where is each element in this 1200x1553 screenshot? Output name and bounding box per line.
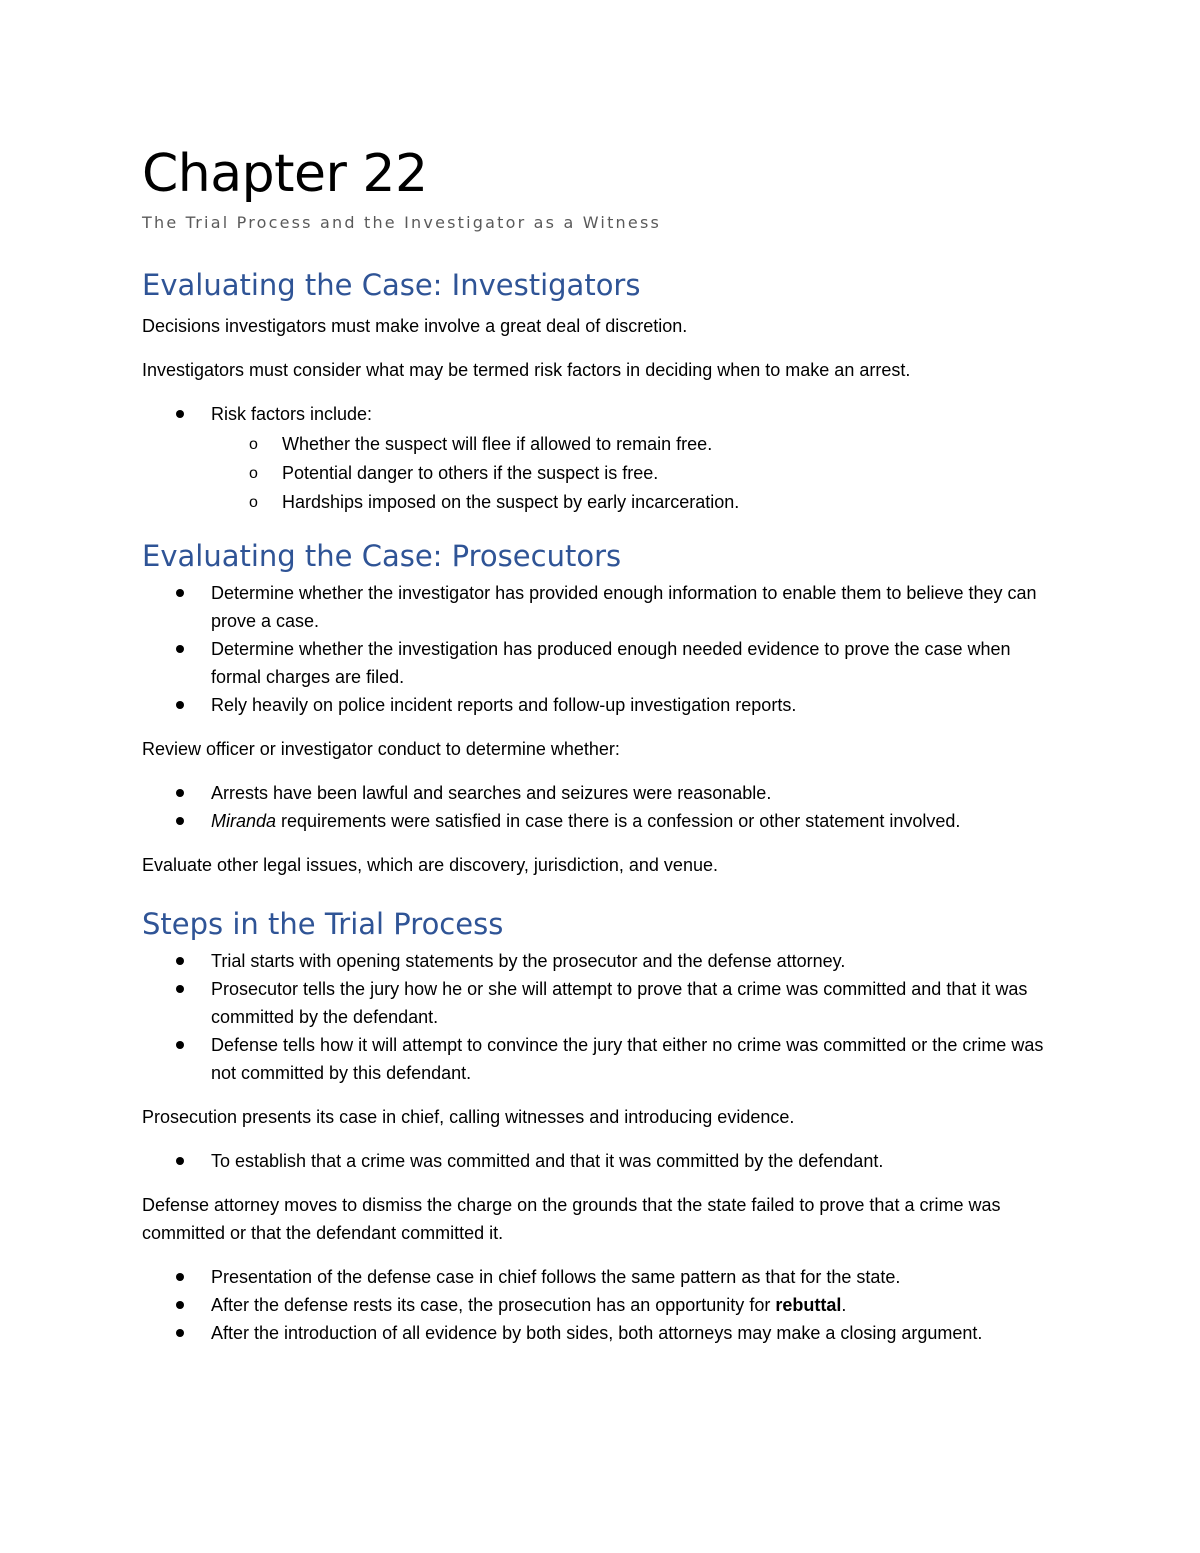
bullet-list [142,579,1057,719]
list-item-text: . [841,1295,847,1315]
paragraph: Investigators must consider what may be termed risk factors in deciding when to make an arrest. [142,360,911,380]
list-item: Prosecutor tells the jury how he or she will attempt to prove that a crime was committed and that it was committed by the defendant. [142,975,1057,1031]
document-title: Chapter 22 [142,144,428,204]
section-heading-trial-process: Steps in the Trial Process [142,907,504,941]
bullet-list [142,947,1057,1087]
list-item: Presentation of the defense case in chief follows the same pattern as that for the state. [142,1263,1057,1291]
sub-list-item: o Hardships imposed on the suspect by early incarceration. [142,488,1057,517]
section-heading-investigators: Evaluating the Case: Investigators [142,268,641,302]
list-item: Determine whether the investigation has produced enough needed evidence to prove the case when formal charges are filed. [142,635,1057,691]
list-item: Trial starts with opening statements by the prosecutor and the defense attorney. [142,947,1057,975]
sub-list [211,430,1057,517]
italic-term: Miranda [211,811,277,831]
list-item [142,1291,1057,1319]
paragraph: Prosecution presents its case in chief, calling witnesses and introducing evidence. [142,1107,795,1127]
bullet-list [142,1263,1057,1347]
list-item-text: Risk factors include: [211,404,373,424]
list-item: To establish that a crime was committed and that it was committed by the defendant. [142,1147,1057,1175]
list-item: Rely heavily on police incident reports and follow-up investigation reports. [142,691,1057,719]
list-item: Determine whether the investigator has provided enough information to enable them to believe they can prove a case. [142,579,1057,635]
document-page [142,138,1057,1347]
bullet-list [142,400,1057,517]
list-item-text: After the defense rests its case, the prosecution has an opportunity for [211,1295,776,1315]
paragraph: Review officer or investigator conduct to determine whether: [142,739,620,759]
sub-list-item: o Whether the suspect will flee if allowed to remain free. [142,430,1057,459]
paragraph: Decisions investigators must make involve a great deal of discretion. [142,316,688,336]
list-item: Defense tells how it will attempt to convince the jury that either no crime was committed or the crime was not committed by this defendant. [142,1031,1057,1087]
list-item-text: requirements were satisfied in case there is a confession or other statement involved. [276,811,961,831]
list-item [142,807,1057,835]
list-item [142,400,1057,517]
document-subtitle: The Trial Process and the Investigator as a Witness [142,213,662,232]
bullet-list [142,1147,1057,1175]
list-item: Arrests have been lawful and searches and seizures were reasonable. [142,779,1057,807]
paragraph: Evaluate other legal issues, which are discovery, jurisdiction, and venue. [142,855,718,875]
list-item: After the introduction of all evidence by both sides, both attorneys may make a closing argument. [142,1319,1057,1347]
sub-list-item: o Potential danger to others if the suspect is free. [142,459,1057,488]
section-heading-prosecutors: Evaluating the Case: Prosecutors [142,539,622,573]
bullet-list [142,779,1057,835]
paragraph: Defense attorney moves to dismiss the charge on the grounds that the state failed to prove that a crime was committed or that the defendant committed it. [142,1195,1001,1243]
bold-term: rebuttal [775,1295,842,1315]
